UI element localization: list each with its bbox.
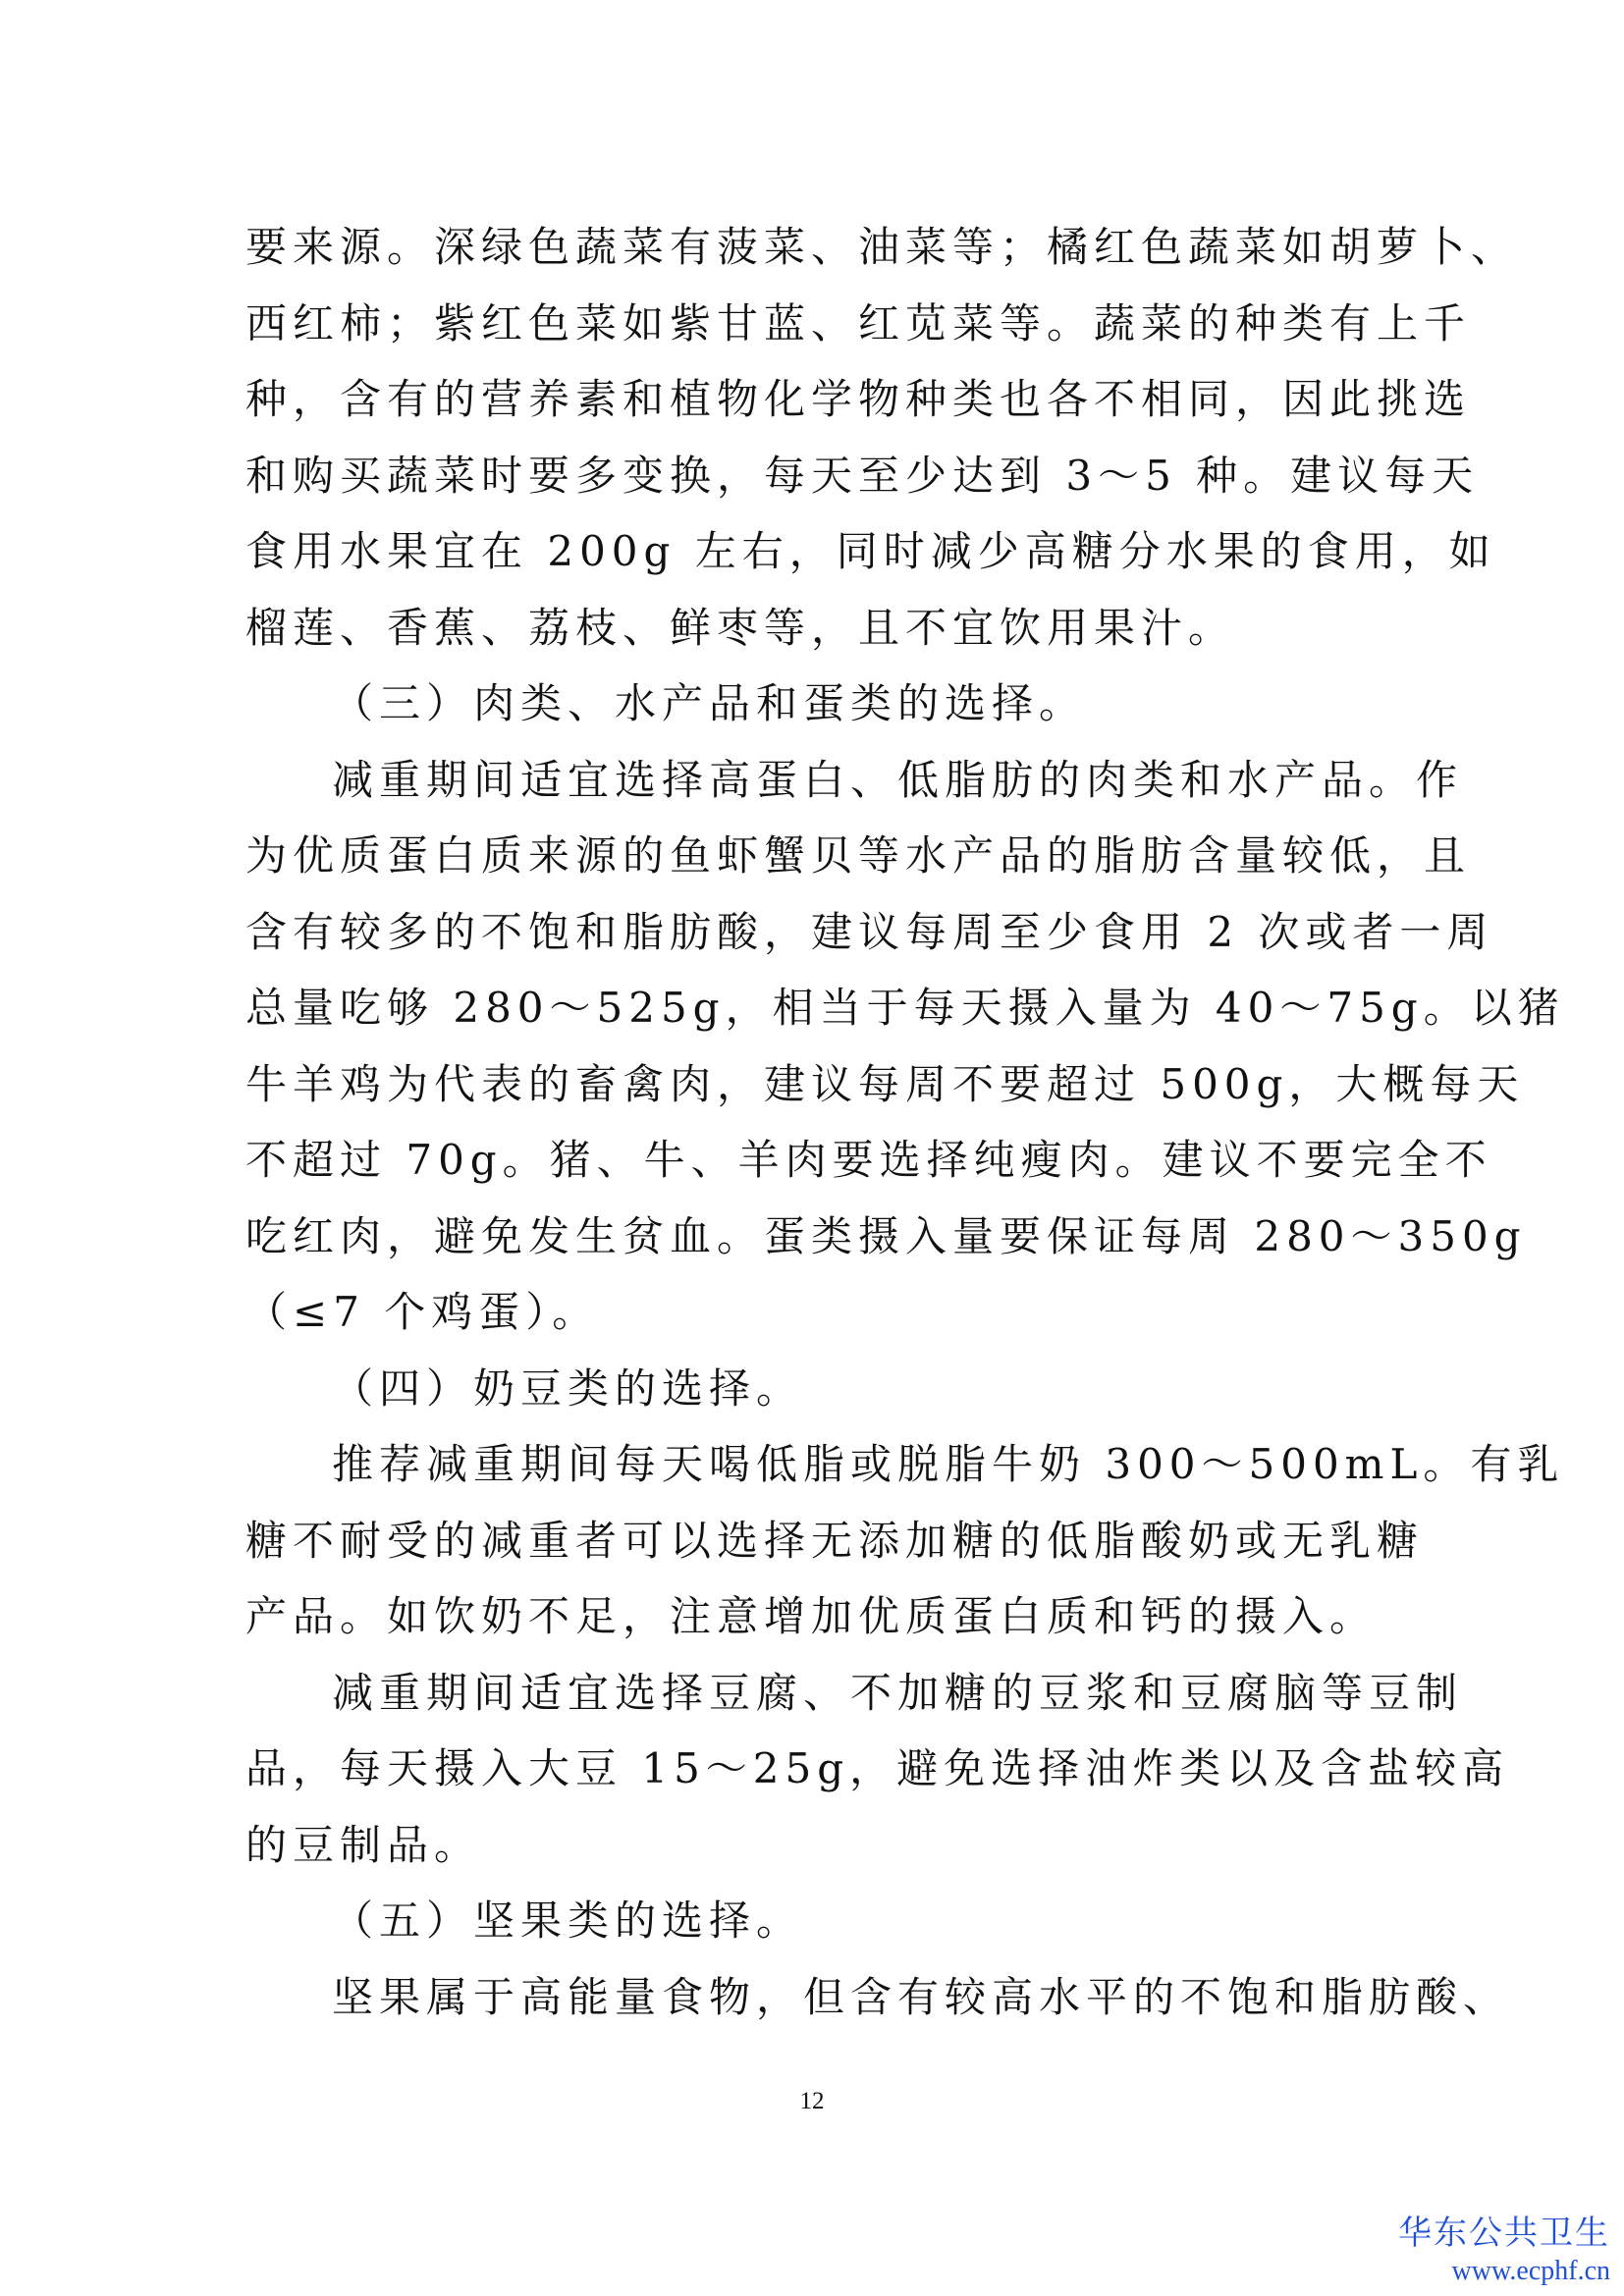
text-line: 的豆制品。 xyxy=(245,1820,482,1869)
watermark xyxy=(1398,2214,1610,2288)
text-line: 坚果属于高能量食物，但含有较高水平的不饱和脂肪酸、 xyxy=(332,1972,1511,2021)
text-line: 和购买蔬菜时要多变换，每天至少达到 3～5 种。建议每天 xyxy=(245,451,1480,500)
text-line: 榴莲、香蕉、荔枝、鲜枣等，且不宜饮用果汁。 xyxy=(245,603,1236,652)
section-heading: （四）奶豆类的选择。 xyxy=(332,1363,804,1413)
text-line: 不超过 70g。猪、牛、羊肉要选择纯瘦肉。建议不要完全不 xyxy=(245,1136,1492,1184)
text-line: 为优质蛋白质来源的鱼虾蟹贝等水产品的脂肪含量较低，且 xyxy=(245,831,1472,880)
text-line: 食用水果宜在 200g 左右，同时减少高糖分水果的食用，如 xyxy=(245,527,1496,575)
text-line: 品，每天摄入大豆 15～25g，避免选择油炸类以及含盐较高 xyxy=(245,1744,1510,1792)
text-line: 种，含有的营养素和植物化学物种类也各不相同，因此挑选 xyxy=(245,375,1472,423)
section-heading: （五）坚果类的选择。 xyxy=(332,1896,804,1945)
text-line: 含有较多的不饱和脂肪酸，建议每周至少食用 2 次或者一周 xyxy=(245,907,1494,956)
text-line: 减重期间适宜选择高蛋白、低脂肪的肉类和水产品。作 xyxy=(332,755,1464,804)
section-heading: （三）肉类、水产品和蛋类的选择。 xyxy=(332,679,1087,727)
watermark-name: 华东公共卫生 xyxy=(1398,2216,1610,2252)
text-line: 总量吃够 280～525g，相当于每天摄入量为 40～75g。以猪 xyxy=(245,984,1565,1032)
body-text xyxy=(245,209,1565,2035)
text-line: 吃红肉，避免发生贫血。蛋类摄入量要保证每周 280～350g xyxy=(245,1211,1527,1260)
text-line: 减重期间适宜选择豆腐、不加糖的豆浆和豆腐脑等豆制 xyxy=(332,1668,1464,1717)
page-number: 12 xyxy=(799,2088,825,2114)
text-line: 要来源。深绿色蔬菜有菠菜、油菜等；橘红色蔬菜如胡萝卜、 xyxy=(245,223,1519,271)
text-line: 产品。如饮奶不足，注意增加优质蛋白质和钙的摄入。 xyxy=(245,1592,1378,1640)
text-line: 牛羊鸡为代表的畜禽肉，建议每周不要超过 500g，大概每天 xyxy=(245,1059,1525,1108)
text-line: 西红柿；紫红色菜如紫甘蓝、红苋菜等。蔬菜的种类有上千 xyxy=(245,298,1472,347)
text-line: 糖不耐受的减重者可以选择无添加糖的低脂酸奶或无乳糖 xyxy=(245,1516,1425,1565)
watermark-url: www.ecphf.cn xyxy=(1451,2256,1610,2286)
text-line: 推荐减重期间每天喝低脂或脱脂牛奶 300～500mL。有乳 xyxy=(332,1440,1565,1488)
text-line: （≤7 个鸡蛋）。 xyxy=(245,1288,600,1336)
